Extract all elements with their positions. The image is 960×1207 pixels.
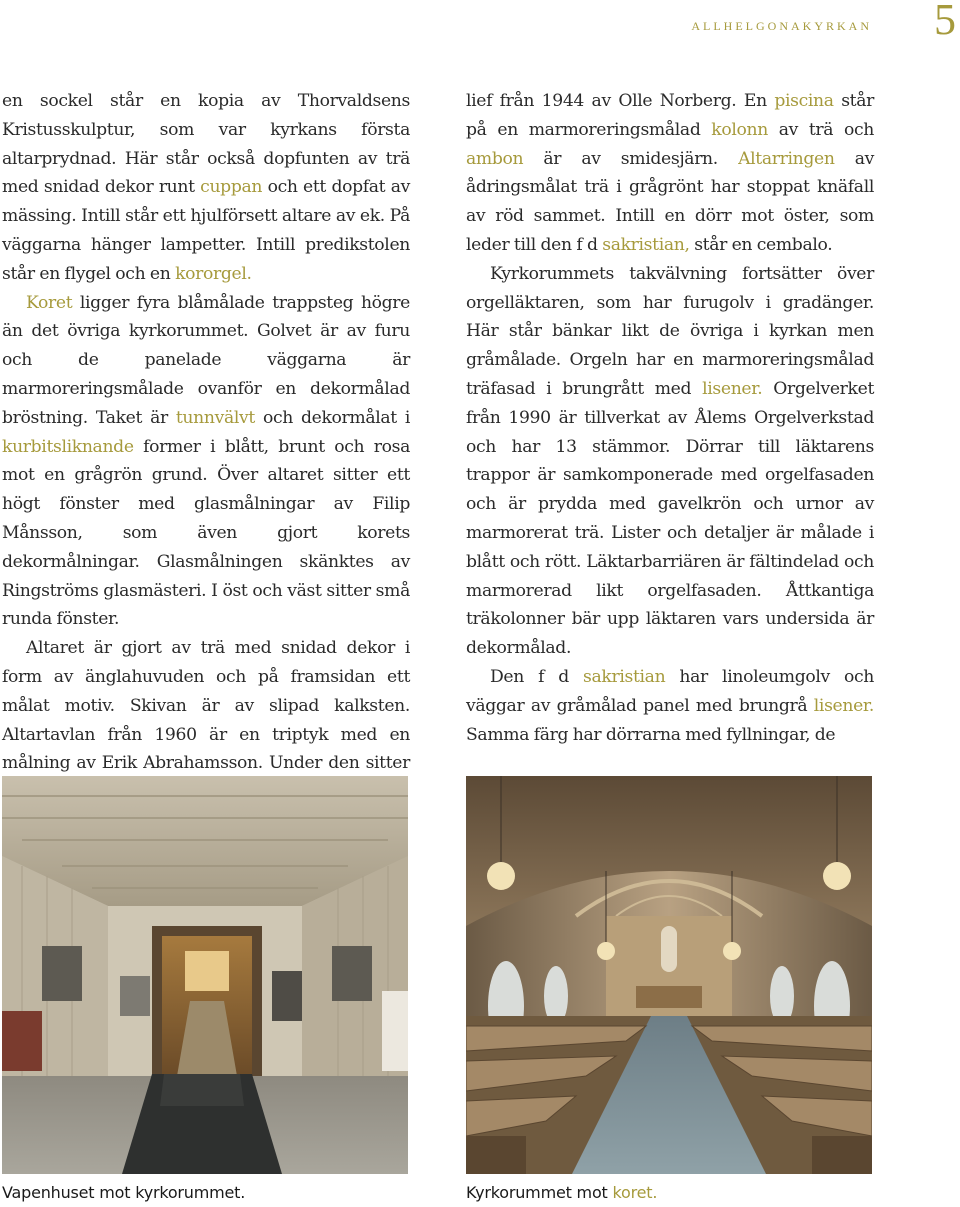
text-run: lief från 1944 av Olle Norberg. En [466, 91, 775, 111]
text-run: Den f d [490, 666, 584, 687]
photo-porch [2, 776, 408, 1174]
glossary-term: koret. [612, 1183, 658, 1202]
glossary-term: kurbitsliknande [2, 436, 134, 457]
text-run: en sockel står en kopia av Thorvaldsens Kristusskulptur, som var kyrkans första altarprydnad. Här står också dopfunten av trä med snidad dekor runt [2, 91, 410, 198]
text-run: Samma färg har dörrarna med fyllningar, de [466, 724, 836, 745]
text-run: av trä och [767, 119, 874, 140]
caption-nave [466, 1183, 657, 1202]
right-text-column [466, 87, 874, 749]
page-number: 5 [934, 0, 956, 44]
text-run: Kyrkorummet mot [466, 1183, 613, 1202]
glossary-term: tunnvälvt [175, 407, 255, 428]
text-run: Altaret är gjort av trä med snidad dekor i form av änglahuvuden och på framsidan ett målat motiv. Skivan är av slipad kalksten. Altartavlan från 1960 är en triptyk med en målning av Erik Abrahamsson. Under den sitter [2, 638, 410, 774]
text-run: har linoleumgolv och väggar av gråmålad panel med brungrå [466, 666, 874, 716]
left-text-column [2, 87, 410, 807]
text-run: Kyrkorummets takvälvning fortsätter över orgelläktaren, som har furugolv i gradänger. Här står bänkar likt de övriga i kyrkan men gråmålade. Orgeln har en marmoreringsmålad träfasad i brungrått med [466, 263, 874, 399]
text-run: Orgelverket från 1990 är tillverkat av Ålems Orgelverkstad och har 13 stämmor. Dörrar till läktarens trappor är samkomponerade med orgelfasaden och är prydda med gavelkrön och urnor av marmorerat trä. Lister och detaljer är målade i blått och rött. Läktarbarriären är fältindelad och marmorerad likt orgelfasaden. Åttkantiga träkolonner bär upp läktaren vars undersida är dekormålad. [466, 378, 874, 659]
caption-porch [2, 1183, 245, 1202]
text-run: och dekormålat i [254, 407, 410, 428]
text-run: av ådringsmålat trä i grågrönt har stoppat knäfall av röd sammet. Intill en dörr mot öster, som leder till den f d [466, 148, 874, 255]
paragraph [466, 260, 874, 663]
glossary-term: lisener. [702, 378, 763, 399]
glossary-term: sakristian [583, 666, 666, 687]
glossary-term: lisener. [813, 695, 874, 716]
glossary-term: kolonn [711, 119, 768, 140]
paragraph [2, 289, 410, 635]
paragraph [466, 87, 874, 260]
text-run: former i blått, brunt och rosa mot en grågrön grund. Över altaret sitter ett högt fönster med glasmålningar av Filip Månsson, som även gjort korets dekormålningar. Glasmålningen skänktes av Ringströms glasmästeri. I öst och väst sitter små runda fönster. [2, 436, 410, 630]
glossary-term: sakristian, [602, 234, 690, 255]
glossary-term: kororgel. [175, 263, 252, 284]
glossary-term: piscina [774, 91, 834, 111]
photo-nave [466, 776, 872, 1174]
running-header-title: allhelgonakyrkan [691, 15, 872, 34]
glossary-term: cuppan [200, 177, 263, 198]
glossary-term: Altarringen [738, 148, 835, 169]
text-run: står en cembalo. [689, 234, 833, 255]
text-run: ligger fyra blåmålade trappsteg högre än det övriga kyrkorummet. Golvet är av furu och de panelade väggarna är marmoreringsmålade ovanför en dekormålad bröstning. Taket är [2, 292, 410, 428]
glossary-term: ambon [466, 148, 524, 169]
text-run: står på en marmoreringsmålad [466, 91, 874, 140]
text-run: och ett dopfat av mässing. Intill står ett hjulförsett altare av ek. På väggarna hänger lampetter. Intill predikstolen står en flygel och en [2, 177, 410, 284]
paragraph [466, 663, 874, 749]
text-run: är av smidesjärn. [523, 148, 739, 169]
paragraph [2, 87, 410, 289]
text-run: Vapenhuset mot kyrkorummet. [2, 1183, 246, 1202]
glossary-term: Koret [26, 292, 73, 313]
